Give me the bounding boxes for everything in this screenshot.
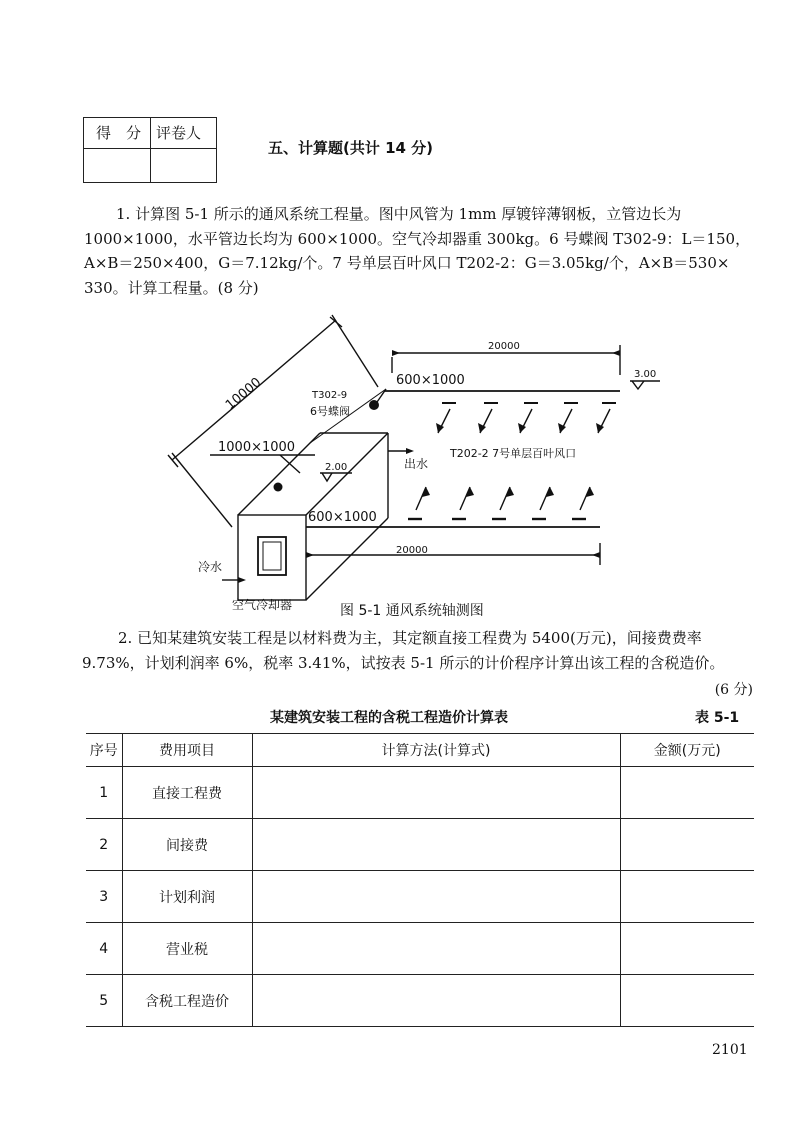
question-2 bbox=[82, 626, 754, 675]
row-amount-cell bbox=[620, 767, 754, 819]
question-2-line: 2. 已知某建筑安装工程是以材料费为主，其定额直接工程费为 5400(万元)，间接费费率 bbox=[118, 629, 702, 647]
question-2-line: 9.73%，计划利润率 6%，税率 3.41%，试按表 5-1 所示的计价程序计算出该工程的含税造价。 bbox=[82, 653, 725, 672]
score-box-divider bbox=[150, 118, 151, 182]
row-formula-cell bbox=[252, 819, 620, 871]
dimension-10000-label: 10000 bbox=[222, 374, 265, 414]
ventilation-system-diagram bbox=[160, 305, 657, 615]
bottom-louvers bbox=[408, 487, 590, 519]
table-header-cell: 金额(万元) bbox=[620, 734, 754, 767]
riser-size-label: 1000×1000 bbox=[218, 440, 296, 455]
question-1-line: A×B＝250×400，G＝7.12kg/个。7 号单层百叶风口 T202-2：G＝3.05kg/个，A×B＝530× bbox=[84, 254, 730, 273]
table-row bbox=[86, 923, 754, 975]
grader-label: 评卷人 bbox=[156, 124, 202, 142]
question-1-line: 330。计算工程量。(8 分) bbox=[84, 278, 259, 297]
row-amount-cell bbox=[620, 975, 754, 1027]
table-header-cell: 费用项目 bbox=[122, 734, 252, 767]
bottom-duct-size-label: 600×1000 bbox=[308, 510, 377, 525]
page-number: 2101 bbox=[712, 1042, 748, 1058]
dimension-20000-bottom-label: 20000 bbox=[396, 545, 428, 556]
air-cooler-label: 空气冷却器 bbox=[232, 598, 293, 612]
table-row bbox=[86, 975, 754, 1027]
valve-name-label: 6号蝶阀 bbox=[310, 405, 350, 418]
row-item: 含税工程造价 bbox=[122, 975, 252, 1027]
row-formula-cell bbox=[252, 923, 620, 975]
table-row bbox=[86, 767, 754, 819]
table-header-cell: 序号 bbox=[86, 734, 122, 767]
row-number: 3 bbox=[86, 871, 122, 923]
row-number: 1 bbox=[86, 767, 122, 819]
question-2-points: (6 分) bbox=[714, 682, 753, 698]
table-header-row bbox=[86, 734, 754, 767]
table-number: 表 5-1 bbox=[695, 710, 740, 726]
cooler-opening bbox=[258, 537, 286, 575]
table-row bbox=[86, 819, 754, 871]
score-box-divider bbox=[84, 148, 216, 149]
question-1 bbox=[84, 202, 754, 300]
table-title: 某建筑安装工程的含税工程造价计算表 bbox=[270, 710, 508, 726]
row-item: 间接费 bbox=[122, 819, 252, 871]
water-in-label: 冷水 bbox=[198, 560, 223, 574]
row-number: 5 bbox=[86, 975, 122, 1027]
louver-label: T202-2 7号单层百叶风口 bbox=[450, 447, 577, 460]
section-title: 五、计算题(共计 14 分) bbox=[268, 139, 434, 157]
row-item: 直接工程费 bbox=[122, 767, 252, 819]
row-amount-cell bbox=[620, 871, 754, 923]
question-1-line: 1. 计算图 5-1 所示的通风系统工程量。图中风管为 1mm 厚镀锌薄钢板，立管边长为 bbox=[116, 205, 682, 223]
cost-calculation-table bbox=[86, 733, 754, 1027]
row-item: 营业税 bbox=[122, 923, 252, 975]
valve-code-label: T302-9 bbox=[312, 390, 348, 401]
top-duct-size-label: 600×1000 bbox=[396, 373, 465, 388]
air-cooler-box bbox=[238, 515, 306, 600]
top-louvers bbox=[438, 403, 616, 433]
row-number: 4 bbox=[86, 923, 122, 975]
dimension-20000-top-label: 20000 bbox=[488, 341, 520, 352]
row-item: 计划利润 bbox=[122, 871, 252, 923]
row-number: 2 bbox=[86, 819, 122, 871]
elevation-top-label: 3.00 bbox=[634, 369, 657, 380]
elevation-mid-label: 2.00 bbox=[325, 462, 348, 473]
table-row bbox=[86, 871, 754, 923]
table-header-cell: 计算方法(计算式) bbox=[252, 734, 620, 767]
score-box bbox=[83, 117, 217, 183]
row-formula-cell bbox=[252, 767, 620, 819]
row-formula-cell bbox=[252, 871, 620, 923]
butterfly-valve-icon bbox=[274, 483, 283, 492]
row-amount-cell bbox=[620, 819, 754, 871]
water-out-label: 出水 bbox=[404, 457, 429, 471]
score-label: 得 分 bbox=[96, 124, 142, 142]
figure-caption: 图 5-1 通风系统轴测图 bbox=[340, 603, 484, 619]
row-amount-cell bbox=[620, 923, 754, 975]
butterfly-valve-icon bbox=[369, 400, 379, 410]
row-formula-cell bbox=[252, 975, 620, 1027]
question-1-line: 1000×1000，水平管边长均为 600×1000。空气冷却器重 300kg。6 号蝶阀 T302-9：L＝150， bbox=[84, 229, 751, 248]
